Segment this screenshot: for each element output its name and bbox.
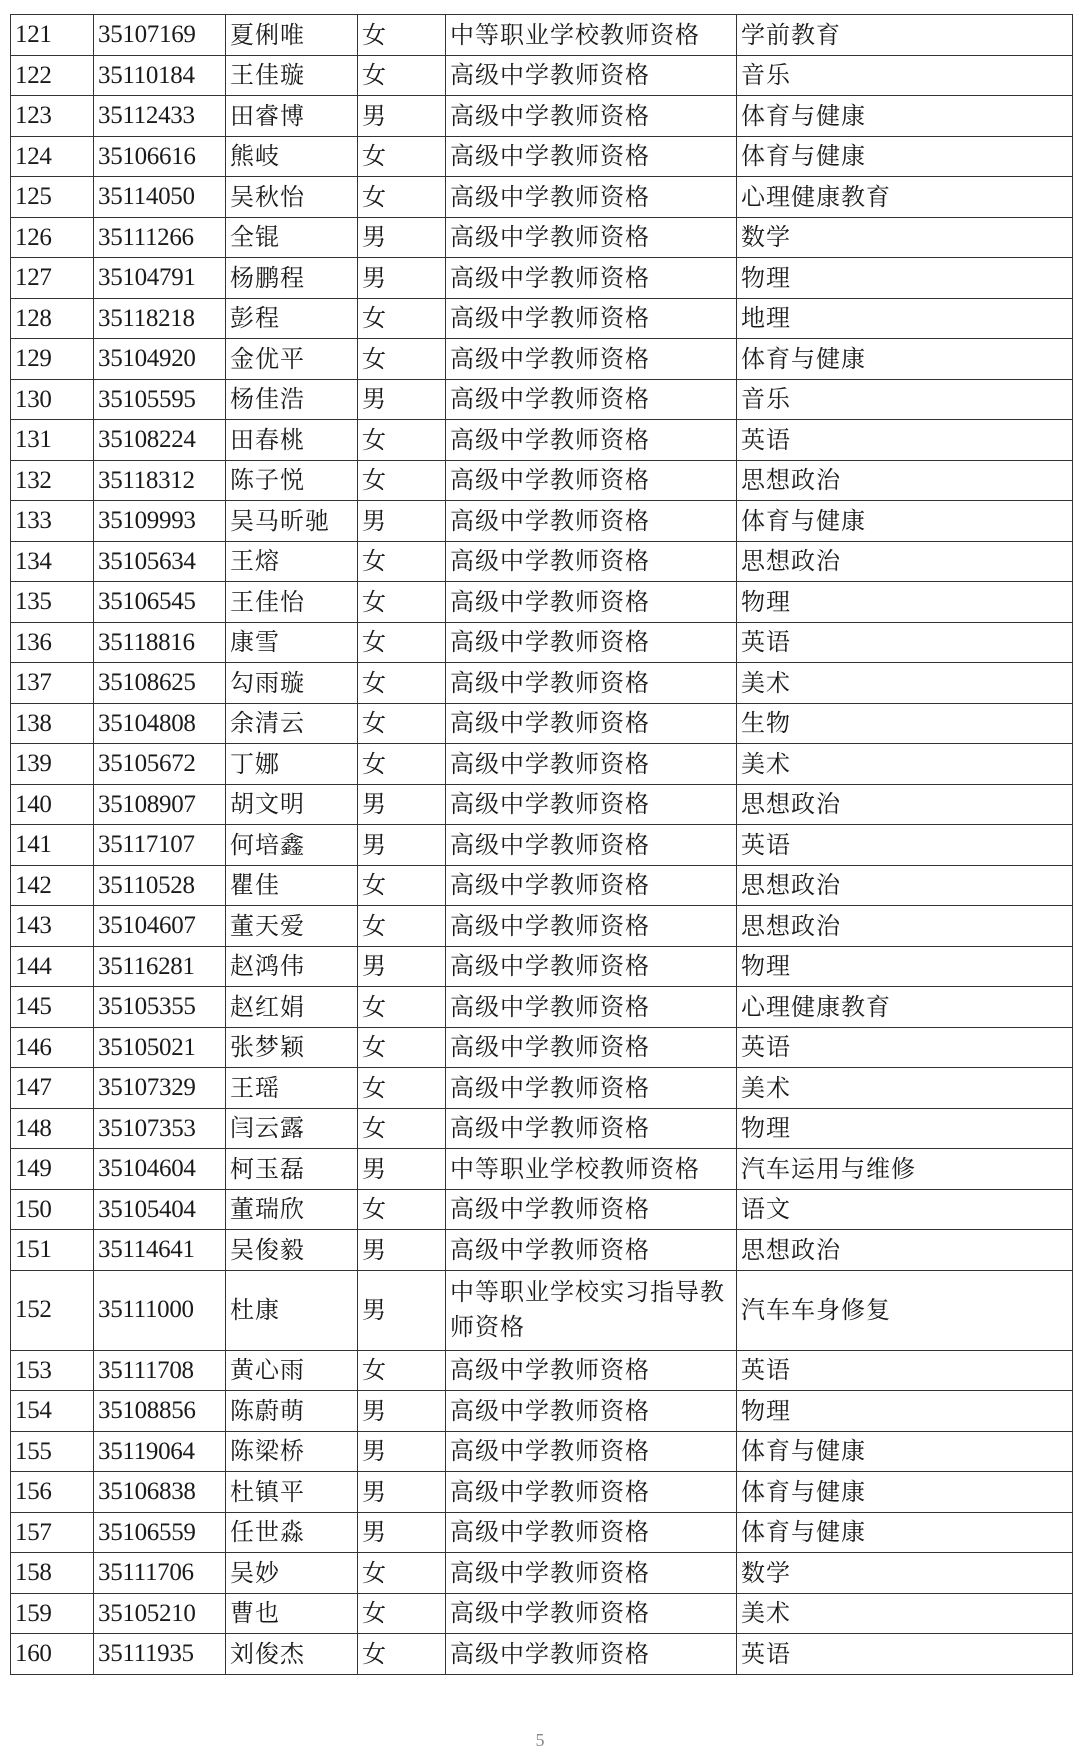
subject: 音乐 bbox=[737, 55, 1073, 96]
table-row bbox=[11, 1634, 1073, 1675]
candidate-gender: 女 bbox=[358, 663, 446, 704]
candidate-name: 赵鸿伟 bbox=[226, 946, 358, 987]
candidate-gender: 女 bbox=[358, 339, 446, 380]
subject: 英语 bbox=[737, 420, 1073, 461]
table-row bbox=[11, 703, 1073, 744]
candidate-name: 杨佳浩 bbox=[226, 379, 358, 420]
certificate-type: 高级中学教师资格 bbox=[446, 1230, 737, 1271]
table-body bbox=[11, 15, 1073, 1675]
subject: 体育与健康 bbox=[737, 501, 1073, 542]
candidate-name: 胡文明 bbox=[226, 784, 358, 825]
certificate-type: 高级中学教师资格 bbox=[446, 96, 737, 137]
candidate-gender: 男 bbox=[358, 96, 446, 137]
table-row bbox=[11, 1350, 1073, 1391]
row-number: 144 bbox=[11, 946, 94, 987]
candidate-id: 35106838 bbox=[94, 1472, 226, 1513]
candidate-gender: 男 bbox=[358, 1149, 446, 1190]
candidate-gender: 女 bbox=[358, 420, 446, 461]
certificate-type: 高级中学教师资格 bbox=[446, 1512, 737, 1553]
row-number: 160 bbox=[11, 1634, 94, 1675]
candidate-id: 35105355 bbox=[94, 987, 226, 1028]
candidate-id: 35105634 bbox=[94, 541, 226, 582]
certificate-type: 高级中学教师资格 bbox=[446, 55, 737, 96]
subject: 物理 bbox=[737, 582, 1073, 623]
candidate-id: 35107169 bbox=[94, 15, 226, 56]
row-number: 157 bbox=[11, 1512, 94, 1553]
subject: 思想政治 bbox=[737, 460, 1073, 501]
candidate-name: 陈蔚萌 bbox=[226, 1391, 358, 1432]
table-row bbox=[11, 987, 1073, 1028]
candidate-id: 35105210 bbox=[94, 1593, 226, 1634]
table-row bbox=[11, 501, 1073, 542]
candidate-id: 35109993 bbox=[94, 501, 226, 542]
candidate-id: 35104607 bbox=[94, 906, 226, 947]
row-number: 154 bbox=[11, 1391, 94, 1432]
candidate-id: 35111266 bbox=[94, 217, 226, 258]
certificate-type: 高级中学教师资格 bbox=[446, 582, 737, 623]
candidate-gender: 男 bbox=[358, 379, 446, 420]
candidate-name: 陈梁桥 bbox=[226, 1431, 358, 1472]
row-number: 142 bbox=[11, 865, 94, 906]
row-number: 141 bbox=[11, 825, 94, 866]
candidate-gender: 女 bbox=[358, 744, 446, 785]
row-number: 134 bbox=[11, 541, 94, 582]
candidate-id: 35108224 bbox=[94, 420, 226, 461]
row-number: 133 bbox=[11, 501, 94, 542]
candidate-name: 余清云 bbox=[226, 703, 358, 744]
certificate-type: 高级中学教师资格 bbox=[446, 1553, 737, 1594]
candidate-gender: 男 bbox=[358, 946, 446, 987]
row-number: 138 bbox=[11, 703, 94, 744]
candidate-gender: 男 bbox=[358, 1431, 446, 1472]
candidate-gender: 男 bbox=[358, 501, 446, 542]
row-number: 151 bbox=[11, 1230, 94, 1271]
table-row bbox=[11, 177, 1073, 218]
row-number: 159 bbox=[11, 1593, 94, 1634]
candidate-name: 曹也 bbox=[226, 1593, 358, 1634]
candidate-name: 田睿博 bbox=[226, 96, 358, 137]
candidate-name: 杜镇平 bbox=[226, 1472, 358, 1513]
row-number: 132 bbox=[11, 460, 94, 501]
subject: 英语 bbox=[737, 1350, 1073, 1391]
candidate-gender: 女 bbox=[358, 1593, 446, 1634]
candidate-id: 35105672 bbox=[94, 744, 226, 785]
candidate-name: 田春桃 bbox=[226, 420, 358, 461]
row-number: 148 bbox=[11, 1108, 94, 1149]
row-number: 135 bbox=[11, 582, 94, 623]
certificate-type: 高级中学教师资格 bbox=[446, 703, 737, 744]
table-row bbox=[11, 784, 1073, 825]
candidate-gender: 男 bbox=[358, 1391, 446, 1432]
subject: 物理 bbox=[737, 1391, 1073, 1432]
subject: 数学 bbox=[737, 1553, 1073, 1594]
table-row bbox=[11, 1068, 1073, 1109]
candidate-gender: 女 bbox=[358, 55, 446, 96]
candidate-gender: 女 bbox=[358, 1027, 446, 1068]
candidate-id: 35118312 bbox=[94, 460, 226, 501]
row-number: 152 bbox=[11, 1270, 94, 1350]
candidate-id: 35104920 bbox=[94, 339, 226, 380]
row-number: 143 bbox=[11, 906, 94, 947]
candidate-id: 35118218 bbox=[94, 298, 226, 339]
certificate-type: 高级中学教师资格 bbox=[446, 217, 737, 258]
candidate-name: 熊岐 bbox=[226, 136, 358, 177]
row-number: 122 bbox=[11, 55, 94, 96]
certificate-type: 高级中学教师资格 bbox=[446, 136, 737, 177]
candidate-gender: 女 bbox=[358, 987, 446, 1028]
candidate-id: 35114050 bbox=[94, 177, 226, 218]
candidate-name: 任世淼 bbox=[226, 1512, 358, 1553]
certificate-type: 高级中学教师资格 bbox=[446, 622, 737, 663]
table-row bbox=[11, 1108, 1073, 1149]
row-number: 146 bbox=[11, 1027, 94, 1068]
candidate-name: 勾雨璇 bbox=[226, 663, 358, 704]
table-row bbox=[11, 1027, 1073, 1068]
table-row bbox=[11, 1593, 1073, 1634]
subject: 物理 bbox=[737, 946, 1073, 987]
candidate-id: 35108856 bbox=[94, 1391, 226, 1432]
candidate-id: 35106616 bbox=[94, 136, 226, 177]
subject: 心理健康教育 bbox=[737, 987, 1073, 1028]
candidate-id: 35104808 bbox=[94, 703, 226, 744]
candidate-gender: 女 bbox=[358, 1068, 446, 1109]
certificate-type: 高级中学教师资格 bbox=[446, 420, 737, 461]
certificate-type: 高级中学教师资格 bbox=[446, 663, 737, 704]
candidate-id: 35108625 bbox=[94, 663, 226, 704]
row-number: 128 bbox=[11, 298, 94, 339]
row-number: 125 bbox=[11, 177, 94, 218]
candidate-id: 35112433 bbox=[94, 96, 226, 137]
candidate-gender: 男 bbox=[358, 258, 446, 299]
subject: 体育与健康 bbox=[737, 1512, 1073, 1553]
table-row bbox=[11, 420, 1073, 461]
subject: 思想政治 bbox=[737, 906, 1073, 947]
candidate-name: 王佳怡 bbox=[226, 582, 358, 623]
subject: 体育与健康 bbox=[737, 1431, 1073, 1472]
certificate-type: 高级中学教师资格 bbox=[446, 1350, 737, 1391]
subject: 英语 bbox=[737, 1634, 1073, 1675]
certificate-type: 高级中学教师资格 bbox=[446, 1634, 737, 1675]
certificate-type: 高级中学教师资格 bbox=[446, 460, 737, 501]
certificate-type: 高级中学教师资格 bbox=[446, 906, 737, 947]
candidate-gender: 女 bbox=[358, 15, 446, 56]
candidate-name: 全锟 bbox=[226, 217, 358, 258]
candidate-gender: 男 bbox=[358, 1512, 446, 1553]
candidate-id: 35111000 bbox=[94, 1270, 226, 1350]
row-number: 150 bbox=[11, 1189, 94, 1230]
candidate-name: 金优平 bbox=[226, 339, 358, 380]
certificate-type: 高级中学教师资格 bbox=[446, 865, 737, 906]
subject: 美术 bbox=[737, 1068, 1073, 1109]
candidate-id: 35106559 bbox=[94, 1512, 226, 1553]
certificate-type: 高级中学教师资格 bbox=[446, 1431, 737, 1472]
table-row bbox=[11, 1512, 1073, 1553]
teacher-certification-table bbox=[10, 14, 1073, 1675]
candidate-id: 35118816 bbox=[94, 622, 226, 663]
row-number: 130 bbox=[11, 379, 94, 420]
table-row bbox=[11, 55, 1073, 96]
subject: 物理 bbox=[737, 258, 1073, 299]
table-row bbox=[11, 379, 1073, 420]
certificate-type: 高级中学教师资格 bbox=[446, 339, 737, 380]
candidate-name: 吴俊毅 bbox=[226, 1230, 358, 1271]
candidate-id: 35105404 bbox=[94, 1189, 226, 1230]
table-row bbox=[11, 744, 1073, 785]
certificate-type: 高级中学教师资格 bbox=[446, 1108, 737, 1149]
candidate-gender: 女 bbox=[358, 582, 446, 623]
subject: 学前教育 bbox=[737, 15, 1073, 56]
certificate-type: 中等职业学校实习指导教师资格 bbox=[446, 1270, 737, 1350]
subject: 地理 bbox=[737, 298, 1073, 339]
row-number: 121 bbox=[11, 15, 94, 56]
row-number: 131 bbox=[11, 420, 94, 461]
candidate-gender: 女 bbox=[358, 1634, 446, 1675]
subject: 美术 bbox=[737, 1593, 1073, 1634]
candidate-gender: 男 bbox=[358, 1270, 446, 1350]
row-number: 147 bbox=[11, 1068, 94, 1109]
row-number: 123 bbox=[11, 96, 94, 137]
subject: 体育与健康 bbox=[737, 136, 1073, 177]
certificate-type: 高级中学教师资格 bbox=[446, 1027, 737, 1068]
table-row bbox=[11, 1391, 1073, 1432]
subject: 音乐 bbox=[737, 379, 1073, 420]
candidate-name: 杨鹏程 bbox=[226, 258, 358, 299]
candidate-name: 刘俊杰 bbox=[226, 1634, 358, 1675]
candidate-gender: 女 bbox=[358, 177, 446, 218]
row-number: 139 bbox=[11, 744, 94, 785]
certificate-type: 高级中学教师资格 bbox=[446, 1472, 737, 1513]
candidate-gender: 女 bbox=[358, 1189, 446, 1230]
subject: 心理健康教育 bbox=[737, 177, 1073, 218]
table-row bbox=[11, 339, 1073, 380]
table-row bbox=[11, 258, 1073, 299]
certificate-type: 高级中学教师资格 bbox=[446, 541, 737, 582]
candidate-name: 张梦颖 bbox=[226, 1027, 358, 1068]
certificate-type: 高级中学教师资格 bbox=[446, 298, 737, 339]
candidate-name: 陈子悦 bbox=[226, 460, 358, 501]
table-row bbox=[11, 136, 1073, 177]
certificate-type: 高级中学教师资格 bbox=[446, 1068, 737, 1109]
candidate-name: 闫云露 bbox=[226, 1108, 358, 1149]
subject: 体育与健康 bbox=[737, 96, 1073, 137]
candidate-id: 35108907 bbox=[94, 784, 226, 825]
row-number: 127 bbox=[11, 258, 94, 299]
table-row bbox=[11, 298, 1073, 339]
subject: 美术 bbox=[737, 663, 1073, 704]
table-row bbox=[11, 663, 1073, 704]
candidate-id: 35106545 bbox=[94, 582, 226, 623]
candidate-name: 董瑞欣 bbox=[226, 1189, 358, 1230]
table-row bbox=[11, 582, 1073, 623]
certificate-type: 中等职业学校教师资格 bbox=[446, 1149, 737, 1190]
row-number: 155 bbox=[11, 1431, 94, 1472]
candidate-gender: 女 bbox=[358, 136, 446, 177]
table-row bbox=[11, 1431, 1073, 1472]
roster-sheet bbox=[10, 14, 1072, 1675]
candidate-id: 35104604 bbox=[94, 1149, 226, 1190]
table-row bbox=[11, 1230, 1073, 1271]
subject: 思想政治 bbox=[737, 784, 1073, 825]
candidate-name: 康雪 bbox=[226, 622, 358, 663]
subject: 美术 bbox=[737, 744, 1073, 785]
table-row bbox=[11, 1189, 1073, 1230]
candidate-name: 董天爱 bbox=[226, 906, 358, 947]
page-number: 5 bbox=[535, 1730, 545, 1750]
candidate-id: 35116281 bbox=[94, 946, 226, 987]
table-row bbox=[11, 946, 1073, 987]
candidate-name: 杜康 bbox=[226, 1270, 358, 1350]
candidate-gender: 女 bbox=[358, 1350, 446, 1391]
table-row bbox=[11, 15, 1073, 56]
candidate-gender: 女 bbox=[358, 460, 446, 501]
candidate-name: 瞿佳 bbox=[226, 865, 358, 906]
candidate-name: 王熔 bbox=[226, 541, 358, 582]
candidate-id: 35107329 bbox=[94, 1068, 226, 1109]
certificate-type: 高级中学教师资格 bbox=[446, 784, 737, 825]
table-row bbox=[11, 1472, 1073, 1513]
table-row bbox=[11, 825, 1073, 866]
certificate-type: 高级中学教师资格 bbox=[446, 177, 737, 218]
subject: 英语 bbox=[737, 622, 1073, 663]
subject: 汽车运用与维修 bbox=[737, 1149, 1073, 1190]
table-row bbox=[11, 541, 1073, 582]
certificate-type: 高级中学教师资格 bbox=[446, 1189, 737, 1230]
candidate-gender: 男 bbox=[358, 217, 446, 258]
candidate-name: 彭程 bbox=[226, 298, 358, 339]
candidate-id: 35117107 bbox=[94, 825, 226, 866]
subject: 语文 bbox=[737, 1189, 1073, 1230]
row-number: 153 bbox=[11, 1350, 94, 1391]
subject: 思想政治 bbox=[737, 1230, 1073, 1271]
certificate-type: 高级中学教师资格 bbox=[446, 1391, 737, 1432]
candidate-name: 赵红娟 bbox=[226, 987, 358, 1028]
row-number: 129 bbox=[11, 339, 94, 380]
row-number: 149 bbox=[11, 1149, 94, 1190]
candidate-gender: 女 bbox=[358, 1553, 446, 1594]
row-number: 136 bbox=[11, 622, 94, 663]
candidate-name: 吴妙 bbox=[226, 1553, 358, 1594]
candidate-gender: 女 bbox=[358, 703, 446, 744]
candidate-name: 何培鑫 bbox=[226, 825, 358, 866]
row-number: 124 bbox=[11, 136, 94, 177]
candidate-gender: 女 bbox=[358, 541, 446, 582]
candidate-gender: 男 bbox=[358, 1230, 446, 1271]
table-row bbox=[11, 1270, 1073, 1350]
row-number: 145 bbox=[11, 987, 94, 1028]
candidate-id: 35111935 bbox=[94, 1634, 226, 1675]
candidate-id: 35105021 bbox=[94, 1027, 226, 1068]
table-row bbox=[11, 1553, 1073, 1594]
certificate-type: 高级中学教师资格 bbox=[446, 825, 737, 866]
subject: 英语 bbox=[737, 1027, 1073, 1068]
candidate-name: 吴秋怡 bbox=[226, 177, 358, 218]
row-number: 156 bbox=[11, 1472, 94, 1513]
certificate-type: 高级中学教师资格 bbox=[446, 1593, 737, 1634]
certificate-type: 高级中学教师资格 bbox=[446, 987, 737, 1028]
candidate-id: 35110528 bbox=[94, 865, 226, 906]
subject: 物理 bbox=[737, 1108, 1073, 1149]
subject: 汽车车身修复 bbox=[737, 1270, 1073, 1350]
candidate-id: 35105595 bbox=[94, 379, 226, 420]
candidate-name: 吴马昕驰 bbox=[226, 501, 358, 542]
certificate-type: 高级中学教师资格 bbox=[446, 501, 737, 542]
table-row bbox=[11, 96, 1073, 137]
candidate-gender: 女 bbox=[358, 906, 446, 947]
subject: 生物 bbox=[737, 703, 1073, 744]
candidate-id: 35114641 bbox=[94, 1230, 226, 1271]
certificate-type: 高级中学教师资格 bbox=[446, 744, 737, 785]
certificate-type: 高级中学教师资格 bbox=[446, 379, 737, 420]
candidate-gender: 男 bbox=[358, 1472, 446, 1513]
table-row bbox=[11, 460, 1073, 501]
candidate-id: 35107353 bbox=[94, 1108, 226, 1149]
row-number: 137 bbox=[11, 663, 94, 704]
candidate-gender: 女 bbox=[358, 1108, 446, 1149]
candidate-id: 35111706 bbox=[94, 1553, 226, 1594]
candidate-name: 丁娜 bbox=[226, 744, 358, 785]
candidate-name: 王佳璇 bbox=[226, 55, 358, 96]
table-row bbox=[11, 217, 1073, 258]
candidate-gender: 女 bbox=[358, 865, 446, 906]
row-number: 140 bbox=[11, 784, 94, 825]
subject: 思想政治 bbox=[737, 541, 1073, 582]
candidate-name: 柯玉磊 bbox=[226, 1149, 358, 1190]
candidate-gender: 女 bbox=[358, 622, 446, 663]
certificate-type: 中等职业学校教师资格 bbox=[446, 15, 737, 56]
table-row bbox=[11, 865, 1073, 906]
candidate-name: 黄心雨 bbox=[226, 1350, 358, 1391]
candidate-id: 35104791 bbox=[94, 258, 226, 299]
certificate-type: 高级中学教师资格 bbox=[446, 946, 737, 987]
subject: 体育与健康 bbox=[737, 1472, 1073, 1513]
table-row bbox=[11, 622, 1073, 663]
subject: 思想政治 bbox=[737, 865, 1073, 906]
row-number: 158 bbox=[11, 1553, 94, 1594]
table-row bbox=[11, 906, 1073, 947]
subject: 体育与健康 bbox=[737, 339, 1073, 380]
candidate-name: 夏俐唯 bbox=[226, 15, 358, 56]
candidate-gender: 女 bbox=[358, 298, 446, 339]
subject: 英语 bbox=[737, 825, 1073, 866]
candidate-name: 王瑶 bbox=[226, 1068, 358, 1109]
table-row bbox=[11, 1149, 1073, 1190]
candidate-gender: 男 bbox=[358, 784, 446, 825]
candidate-id: 35110184 bbox=[94, 55, 226, 96]
candidate-gender: 男 bbox=[358, 825, 446, 866]
certificate-type: 高级中学教师资格 bbox=[446, 258, 737, 299]
subject: 数学 bbox=[737, 217, 1073, 258]
row-number: 126 bbox=[11, 217, 94, 258]
candidate-id: 35119064 bbox=[94, 1431, 226, 1472]
candidate-id: 35111708 bbox=[94, 1350, 226, 1391]
